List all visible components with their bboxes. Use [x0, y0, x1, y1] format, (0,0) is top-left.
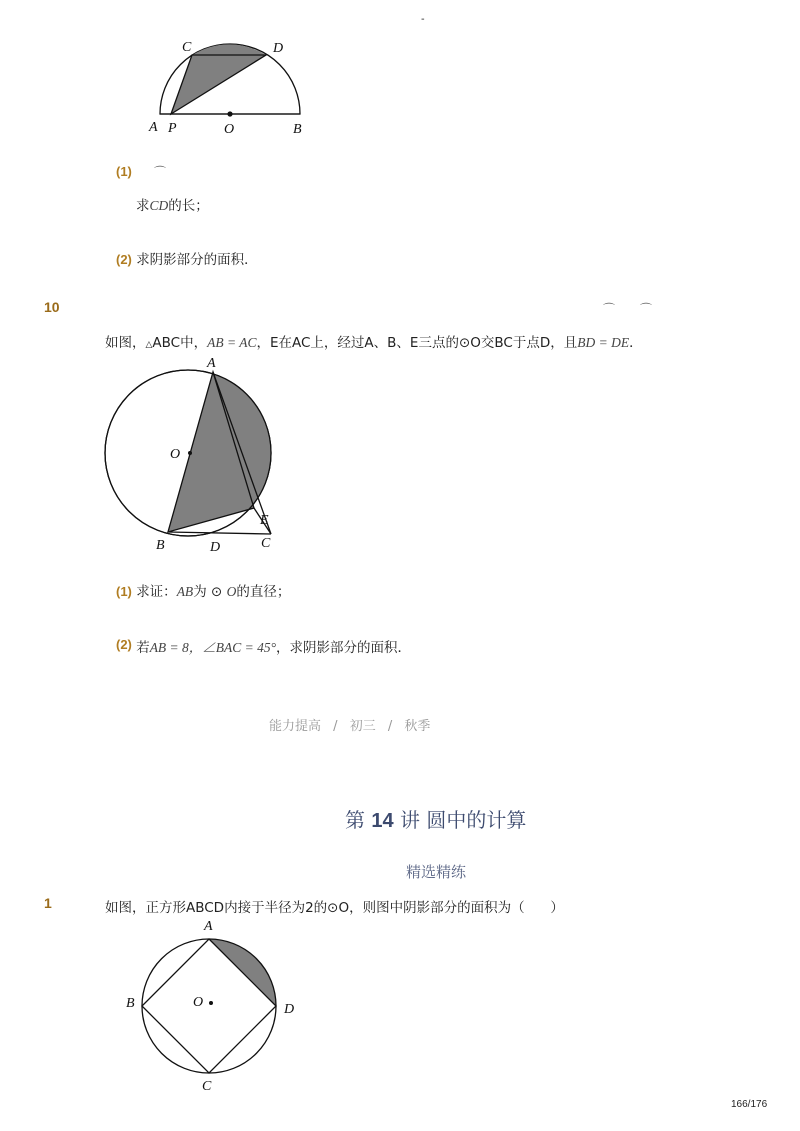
section-title: 精选精练	[406, 863, 467, 881]
label-B: B	[126, 996, 135, 1011]
label-D: D	[273, 41, 284, 56]
inscribed-square-figure	[120, 915, 305, 1095]
page-number: 166/176	[731, 1099, 768, 1110]
q9-part1-text: 求CD的长；	[136, 198, 209, 214]
label-C: C	[182, 40, 192, 55]
label-E: E	[260, 513, 269, 528]
q10-stem: 如图，△ABC中，AB = AC，E在AC上，经过A、B、E三点的⊙O交BC于点D，且BD = DE．	[105, 335, 643, 351]
label-C: C	[202, 1079, 212, 1094]
label-A: A	[149, 120, 158, 135]
q1-stem: 如图，正方形ABCD内接于半径为2的⊙O，则图中阴影部分的面积为（ ）	[105, 900, 564, 916]
arc-mark-2: ⌒	[640, 302, 653, 316]
q10-part1: (1) 求证：AB为 ⊙ O的直径；	[116, 584, 291, 600]
question-number-1: 1	[44, 895, 52, 911]
q9-part2: (2) 求阴影部分的面积．	[116, 252, 258, 268]
label-A: A	[207, 356, 216, 371]
label-B: B	[156, 538, 165, 553]
circle-triangle-figure	[100, 352, 290, 557]
semicircle-figure	[140, 30, 320, 140]
label-C: C	[261, 536, 271, 551]
lecture-title: 第 14 讲 圆中的计算	[345, 808, 527, 832]
label-D: D	[210, 540, 221, 555]
label-O: O	[224, 122, 235, 137]
label-A: A	[204, 919, 213, 934]
label-P: P	[168, 121, 177, 136]
question-number-10: 10	[44, 299, 60, 315]
q9-part1-number: (1)	[116, 164, 132, 179]
q10-part2: (2) 若AB = 8，∠BAC = 45°，求阴影部分的面积．	[116, 637, 412, 656]
top-dash: -	[421, 14, 425, 25]
label-D: D	[284, 1002, 295, 1017]
label-B: B	[293, 122, 302, 137]
arc-mark: ⌒	[154, 165, 167, 179]
arc-mark-1: ⌒	[603, 302, 616, 316]
breadcrumb: 能力提高 / 初三 / 秋季	[269, 719, 431, 734]
label-O: O	[170, 447, 181, 462]
label-O: O	[193, 995, 204, 1010]
